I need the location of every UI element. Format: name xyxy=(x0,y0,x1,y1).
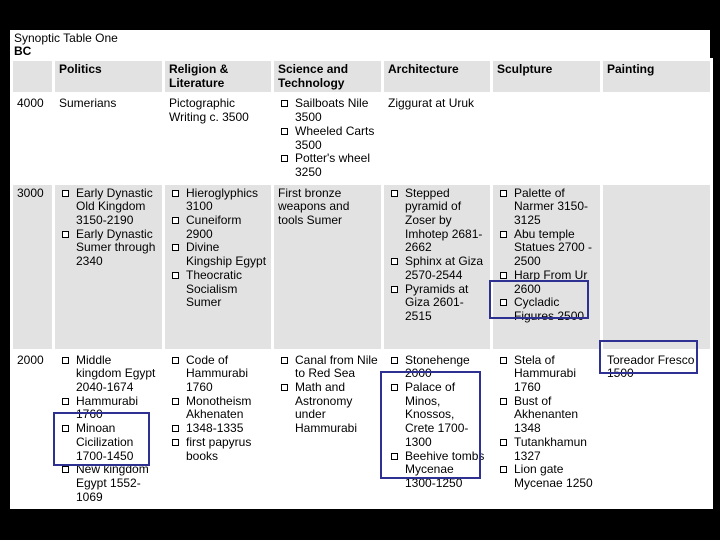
square-bullet-icon xyxy=(172,398,179,405)
list-item-text: Theocratic Socialism Sumer xyxy=(186,267,243,310)
square-bullet-icon xyxy=(281,155,288,162)
list-item-text: Lion gate Mycenae 1250 xyxy=(514,462,593,490)
painting-cell xyxy=(602,94,712,183)
list-item-text: Potter's wheel 3250 xyxy=(295,151,370,179)
list-item-text: New kingdom Egypt 1552-1069 xyxy=(76,462,149,504)
square-bullet-icon xyxy=(500,190,507,197)
header-science: Science and Technology xyxy=(273,60,383,94)
list-item-text: Cycladic Figures 2500 xyxy=(514,295,585,323)
list-item xyxy=(278,381,378,436)
square-bullet-icon xyxy=(62,466,69,473)
science-cell: First bronze weapons and tools Sumer xyxy=(273,183,383,350)
list-item xyxy=(169,187,268,214)
list-item-text: first papyrus books xyxy=(186,434,252,463)
list-item-text: Harp From Ur 2600 xyxy=(514,267,588,296)
list-item xyxy=(59,463,159,504)
list-item xyxy=(388,283,487,324)
list-item-text: Sailboats Nile 3500 xyxy=(295,96,369,125)
square-bullet-icon xyxy=(500,231,507,238)
list-item-text: Middle kingdom Egypt 2040-1674 xyxy=(76,352,156,395)
square-bullet-icon xyxy=(172,190,179,197)
bullet-list xyxy=(278,354,378,436)
list-item-text: Early Dynastic Sumer through 2340 xyxy=(76,226,156,269)
square-bullet-icon xyxy=(172,425,179,432)
politics-cell xyxy=(54,183,164,350)
science-cell xyxy=(273,350,383,508)
header-painting: Painting xyxy=(602,60,712,94)
highlight-box-cycladic xyxy=(489,280,589,319)
square-bullet-icon xyxy=(172,217,179,224)
list-item-text: Beehive tombs Mycenae 1300-1250 xyxy=(405,448,485,490)
list-item xyxy=(497,463,597,490)
list-item xyxy=(169,354,268,395)
table-caption xyxy=(14,32,118,58)
square-bullet-icon xyxy=(62,190,69,197)
bullet-list xyxy=(278,97,378,179)
caption-era: BC xyxy=(14,44,32,58)
religion-cell xyxy=(164,350,273,508)
square-bullet-icon xyxy=(391,286,398,293)
square-bullet-icon xyxy=(500,439,507,446)
list-item xyxy=(278,125,378,152)
list-item xyxy=(278,97,378,124)
highlight-box-minoan xyxy=(53,412,150,466)
highlight-box-knossos xyxy=(380,371,481,479)
religion-cell xyxy=(164,183,273,350)
religion-cell: Pictographic Writing c. 3500 xyxy=(164,94,273,183)
architecture-cell xyxy=(383,183,492,350)
list-item-text: Stela of Hammurabi 1760 xyxy=(514,352,577,395)
square-bullet-icon xyxy=(500,357,507,364)
header-year xyxy=(12,60,54,94)
bullet-list xyxy=(388,187,487,324)
list-item-text: Hammurabi 1760 xyxy=(76,393,139,422)
painting-cell xyxy=(602,183,712,350)
table-row xyxy=(12,94,712,183)
list-item xyxy=(169,422,268,436)
list-item-text: 1348-1335 xyxy=(186,421,244,436)
year-cell: 3000 xyxy=(12,183,54,350)
list-item-text: Canal from Nile to Red Sea xyxy=(295,352,378,381)
square-bullet-icon xyxy=(172,439,179,446)
caption-title: Synoptic Table One xyxy=(14,31,118,45)
list-item-text: Stepped pyramid of Zoser by Imhotep 2681-2662 xyxy=(405,185,483,255)
square-bullet-icon xyxy=(500,466,507,473)
list-item xyxy=(278,152,378,179)
highlight-box-painting xyxy=(599,340,698,374)
bullet-list xyxy=(497,354,597,491)
square-bullet-icon xyxy=(281,357,288,364)
square-bullet-icon xyxy=(172,357,179,364)
header-religion: Religion & Literature xyxy=(164,60,273,94)
list-item-text: Sphinx at Giza 2570-2544 xyxy=(405,254,484,282)
square-bullet-icon xyxy=(281,384,288,391)
square-bullet-icon xyxy=(172,244,179,251)
list-item-text: Abu temple Statues 2700 - 2500 xyxy=(514,226,593,269)
header-row xyxy=(12,60,712,94)
list-item xyxy=(278,354,378,381)
header-architecture: Architecture xyxy=(383,60,492,94)
square-bullet-icon xyxy=(62,231,69,238)
list-item-text: Divine Kingship Egypt xyxy=(186,240,267,269)
list-item-text: Palette of Narmer 3150-3125 xyxy=(514,185,589,228)
bullet-list xyxy=(59,187,159,269)
list-item-text: Monotheism Akhenaten xyxy=(186,393,252,422)
list-item xyxy=(388,255,487,282)
sculpture-cell xyxy=(492,350,602,508)
list-item-text: Palace of Minos, Knossos, Crete 1700-1300 xyxy=(405,380,469,449)
list-item-text: Cuneiform 2900 xyxy=(186,213,242,241)
list-item-text: Wheeled Carts 3500 xyxy=(295,123,375,152)
architecture-cell: Ziggurat at Uruk xyxy=(383,94,492,183)
slide xyxy=(10,30,710,508)
list-item xyxy=(497,187,597,228)
list-item-text: Hieroglyphics 3100 xyxy=(186,185,259,214)
list-item-text: Stonehenge 2000 xyxy=(405,352,470,381)
square-bullet-icon xyxy=(500,272,507,279)
bullet-list xyxy=(169,187,268,310)
list-item-text: Math and Astronomy under Hammurabi xyxy=(295,380,358,436)
list-item xyxy=(388,187,487,256)
list-item-text: Bust of Akhenanten 1348 xyxy=(514,393,579,436)
sculpture-cell xyxy=(492,94,602,183)
painting-cell: Toreador Fresco 1500 xyxy=(602,350,712,508)
list-item xyxy=(169,436,268,463)
list-item xyxy=(169,269,268,310)
square-bullet-icon xyxy=(281,100,288,107)
year-cell: 2000 xyxy=(12,350,54,508)
politics-cell: Sumerians xyxy=(54,94,164,183)
square-bullet-icon xyxy=(391,258,398,265)
square-bullet-icon xyxy=(62,357,69,364)
science-cell xyxy=(273,94,383,183)
sculpture-cell xyxy=(492,183,602,350)
list-item xyxy=(169,395,268,422)
list-item xyxy=(497,354,597,395)
list-item-text: Pyramids at Giza 2601-2515 xyxy=(405,281,469,323)
square-bullet-icon xyxy=(281,128,288,135)
list-item xyxy=(59,187,159,228)
list-item xyxy=(169,241,268,268)
square-bullet-icon xyxy=(391,357,398,364)
header-politics: Politics xyxy=(54,60,164,94)
square-bullet-icon xyxy=(172,272,179,279)
list-item-text: Early Dynastic Old Kingdom 3150-2190 xyxy=(76,185,153,228)
list-item-text: Tutankhamun 1327 xyxy=(514,434,587,463)
bullet-list xyxy=(169,354,268,464)
list-item xyxy=(169,214,268,241)
header-sculpture: Sculpture xyxy=(492,60,602,94)
square-bullet-icon xyxy=(62,398,69,405)
square-bullet-icon xyxy=(391,190,398,197)
list-item xyxy=(59,354,159,395)
list-item-text: Minoan Cicilization 1700-1450 xyxy=(76,421,134,463)
list-item xyxy=(497,436,597,463)
square-bullet-icon xyxy=(500,398,507,405)
list-item xyxy=(497,395,597,436)
table-row xyxy=(12,183,712,350)
list-item xyxy=(59,228,159,269)
year-cell: 4000 xyxy=(12,94,54,183)
list-item-text: Code of Hammurabi 1760 xyxy=(186,352,249,395)
list-item xyxy=(497,228,597,269)
